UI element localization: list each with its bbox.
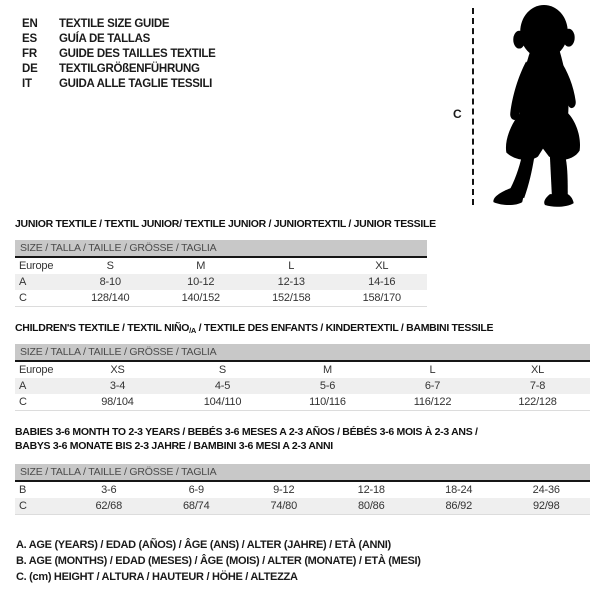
table-row (15, 378, 590, 394)
table-cell: 3-4 (109, 380, 126, 392)
table-cell: 80/86 (357, 500, 385, 512)
table-cell: 8-10 (99, 276, 121, 288)
table-cell: 6-7 (424, 380, 441, 392)
children-size-header-bar: SIZE / TALLA / TAILLE / GRÖSSE / TAGLIA (15, 344, 590, 360)
table-cell: 3-6 (101, 484, 117, 496)
table-cell: 116/122 (413, 396, 452, 408)
table-row (15, 257, 427, 274)
table-cell: 6-9 (188, 484, 204, 496)
table-title-text: BABYS 3-6 MONATE BIS 2-3 JAHRE / BAMBINI 3-6 MESI A 2-3 ANNI (15, 440, 333, 452)
table-cell: S (106, 260, 114, 272)
table-title-text: /A (189, 326, 197, 335)
table-cell: 110/116 (309, 396, 346, 408)
table-cell: 128/140 (91, 292, 130, 304)
row-label: Europe (19, 260, 54, 272)
table-title-line (15, 321, 493, 338)
table-cell: XL (530, 364, 545, 376)
height-measure-line (472, 8, 474, 205)
table-row (15, 394, 590, 411)
table-row (15, 290, 427, 307)
table-cell: S (218, 364, 227, 376)
baby-silhouette-icon (486, 2, 596, 210)
height-measure-label: C (453, 107, 462, 121)
row-label: A (19, 276, 27, 288)
table-cell: 68/74 (182, 500, 210, 512)
language-title: GUIDA ALLE TAGLIE TESSILI (59, 77, 213, 90)
table-cell: 10-12 (187, 276, 215, 288)
table-cell: 104/110 (203, 396, 242, 408)
table-row (15, 274, 427, 290)
table-cell: M (323, 364, 332, 376)
table-cell: 18-24 (445, 484, 473, 496)
table-title-text: BABIES 3-6 MONTH TO 2-3 YEARS / BEBÉS 3-6 MESES A 2-3 AÑOS / BÉBÉS 3-6 MOIS À 2-3 ANS / (15, 426, 478, 438)
table-cell: 12-18 (357, 484, 385, 496)
table-cell: 9-12 (273, 484, 295, 496)
table-row (15, 361, 590, 378)
table-cell: 74/80 (270, 500, 298, 512)
table-title-text: CHILDREN'S TEXTILE / TEXTIL NIÑO (15, 322, 190, 334)
table-cell: 14-16 (368, 276, 396, 288)
table-title-line (15, 425, 478, 439)
table-cell: M (196, 260, 206, 272)
language-code: IT (22, 77, 32, 90)
table-cell: XS (110, 364, 125, 376)
table-row (15, 481, 590, 498)
language-code: FR (22, 47, 37, 60)
language-title: GUIDE DES TAILLES TEXTILE (59, 47, 216, 60)
table-row (15, 498, 590, 515)
junior-size-header-bar: SIZE / TALLA / TAILLE / GRÖSSE / TAGLIA (15, 240, 427, 256)
language-title: TEXTILGRÖßENFÜHRUNG (59, 62, 200, 75)
language-legend (22, 16, 216, 91)
row-label: C (19, 500, 27, 512)
language-title: GUÍA DE TALLAS (59, 32, 150, 45)
table-cell: 122/128 (518, 396, 557, 408)
row-label: Europe (19, 364, 54, 376)
babies-size-header-bar: SIZE / TALLA / TAILLE / GRÖSSE / TAGLIA (15, 464, 590, 480)
note-line: C. (cm) HEIGHT / ALTURA / HAUTEUR / HÖHE / ALTEZZA (16, 571, 298, 583)
table-cell: 4-5 (214, 380, 231, 392)
row-label: B (19, 484, 27, 496)
row-label: C (19, 396, 27, 408)
table-title-line (15, 439, 478, 453)
table-title-line (15, 217, 436, 231)
table-cell: 98/104 (101, 396, 134, 408)
table-cell: 92/98 (532, 500, 560, 512)
legend-row (22, 76, 216, 91)
junior-size-table (15, 256, 427, 307)
babies-size-table (15, 480, 590, 515)
table-cell: 62/68 (95, 500, 123, 512)
note-line: B. AGE (MONTHS) / EDAD (MESES) / ÂGE (MOIS) / ALTER (MONATE) / ETÀ (MESI) (16, 555, 421, 567)
table-cell: L (288, 260, 295, 272)
table-cell: 7-8 (529, 380, 546, 392)
table-title-text: / TEXTILE DES ENFANTS / KINDERTEXTIL / BAMBINI TESSILE (196, 322, 494, 334)
legend-row (22, 61, 216, 76)
table-cell: 140/152 (181, 292, 220, 304)
junior-table-title (15, 217, 436, 231)
children-size-table (15, 360, 590, 411)
children-table-title (15, 321, 493, 338)
legend-row (22, 31, 216, 46)
legend-row (22, 46, 216, 61)
legend-row (22, 16, 216, 31)
note-line: A. AGE (YEARS) / EDAD (AÑOS) / ÂGE (ANS) / ALTER (JAHRE) / ETÀ (ANNI) (16, 539, 391, 551)
measurement-notes (16, 537, 421, 585)
babies-table-title (15, 425, 478, 453)
table-title-text: JUNIOR TEXTILE / TEXTIL JUNIOR/ TEXTILE JUNIOR / JUNIORTEXTIL / JUNIOR TESSILE (15, 218, 436, 230)
language-code: EN (22, 17, 38, 30)
table-cell: XL (375, 260, 389, 272)
language-code: ES (22, 32, 37, 45)
row-label: C (19, 292, 27, 304)
table-cell: 5-6 (319, 380, 336, 392)
table-cell: 24-36 (532, 484, 560, 496)
language-title: TEXTILE SIZE GUIDE (59, 17, 170, 30)
language-code: DE (22, 62, 38, 75)
table-cell: 86/92 (445, 500, 473, 512)
table-cell: 158/170 (362, 292, 401, 304)
table-cell: 152/158 (272, 292, 311, 304)
row-label: A (19, 380, 27, 392)
table-cell: L (429, 364, 436, 376)
table-cell: 12-13 (277, 276, 305, 288)
